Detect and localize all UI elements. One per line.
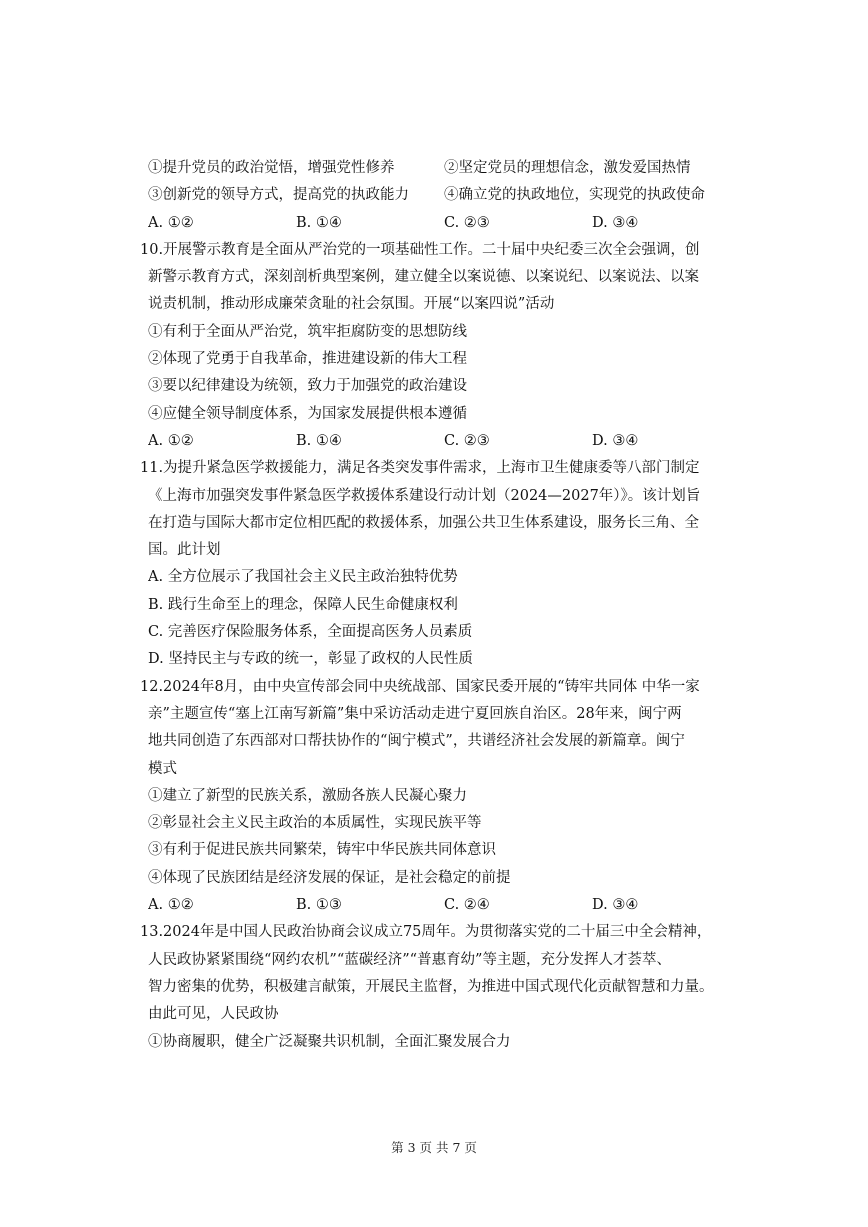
q11-stem-line-3: 在打造与国际大都市定位相匹配的救援体系，加强公共卫生体系建设，服务长三角、全 bbox=[148, 514, 699, 531]
q9-items-row-2 bbox=[148, 182, 740, 209]
q10-item-4: ④应健全领导制度体系，为国家发展提供根本遵循 bbox=[148, 405, 467, 422]
q12-option-d: D. ③④ bbox=[592, 897, 639, 914]
q12-stem-line-4: 模式 bbox=[148, 760, 177, 777]
q11-stem-line-1: 11.为提升紧急医学救援能力，满足各类突发事件需求，上海市卫生健康委等八部门制定 bbox=[140, 460, 700, 477]
q12-item-3: ③有利于促进民族共同繁荣，铸牢中华民族共同体意识 bbox=[148, 842, 496, 859]
q10-item-1: ①有利于全面从严治党，筑牢拒腐防变的思想防线 bbox=[148, 323, 467, 340]
q11-choice-a: A. 全方位展示了我国社会主义民主政治独特优势 bbox=[148, 569, 458, 586]
q9-option-d: D. ③④ bbox=[592, 214, 639, 231]
q11-choice-d: D. 坚持民主与专政的统一，彰显了政权的人民性质 bbox=[148, 651, 473, 668]
exam-page-content bbox=[140, 155, 740, 1056]
q9-option-a: A. ①② bbox=[148, 214, 194, 231]
q10-option-b: B. ①④ bbox=[296, 432, 342, 449]
q11-choice-c: C. 完善医疗保险服务体系，全面提高医务人员素质 bbox=[148, 624, 473, 641]
q12-options bbox=[148, 892, 740, 919]
q12-stem-line-1: 12.2024年8月，由中央宣传部会同中央统战部、国家民委开展的“铸牢共同体 中华一家 bbox=[140, 678, 700, 695]
q10-options bbox=[148, 428, 740, 455]
q9-item-4: ④确立党的执政地位，实现党的执政使命 bbox=[444, 187, 705, 204]
q9-item-2: ②坚定党员的理想信念，激发爱国热情 bbox=[444, 160, 691, 176]
q9-options bbox=[148, 210, 740, 237]
q10-stem-line-1: 10.开展警示教育是全面从严治党的一项基础性工作。二十届中央纪委三次全会强调，创 bbox=[140, 241, 700, 258]
q10-item-2: ②体现了党勇于自我革命，推进建设新的伟大工程 bbox=[148, 351, 467, 368]
q12-item-4: ④体现了民族团结是经济发展的保证，是社会稳定的前提 bbox=[148, 869, 511, 886]
q9-option-b: B. ①④ bbox=[296, 214, 342, 231]
q10-item-3: ③要以纪律建设为统领，致力于加强党的政治建设 bbox=[148, 378, 467, 395]
q9-item-1: ①提升党员的政治觉悟，增强党性修养 bbox=[148, 160, 395, 176]
q10-stem-line-2: 新警示教育方式，深刻剖析典型案例，建立健全以案说德、以案说纪、以案说法、以案 bbox=[148, 269, 699, 286]
q11-stem-line-2: 《上海市加强突发事件紧急医学救援体系建设行动计划（2024—2027年）》。该计划旨 bbox=[148, 487, 701, 504]
q12-stem-line-3: 地共同创造了东西部对口帮扶协作的“闽宁模式”，共谱经济社会发展的新篇章。闽宁 bbox=[148, 733, 685, 750]
q13-stem-line-2: 人民政协紧紧围绕“网约农机”“蓝碳经济”“普惠育幼”等主题，充分发挥人才荟萃、 bbox=[148, 951, 671, 968]
q10-stem-line-3: 说责机制，推动形成廉荣贪耻的社会氛围。开展“以案四说”活动 bbox=[148, 296, 555, 313]
q13-stem-line-4: 由此可见，人民政协 bbox=[148, 1006, 279, 1023]
q12-stem-line-2: 亲”主题宣传“塞上江南写新篇”集中采访活动走进宁夏回族自治区。28年来，闽宁两 bbox=[148, 705, 682, 722]
q13-item-1: ①协商履职，健全广泛凝聚共识机制，全面汇聚发展合力 bbox=[148, 1033, 511, 1050]
q12-option-b: B. ①③ bbox=[296, 897, 342, 914]
q11-stem-line-4: 国。此计划 bbox=[148, 542, 221, 559]
q10-option-a: A. ①② bbox=[148, 432, 194, 449]
q11-choice-b: B. 践行生命至上的理念，保障人民生命健康权利 bbox=[148, 596, 458, 613]
q9-items-row-1 bbox=[148, 155, 740, 182]
q9-item-3: ③创新党的领导方式，提高党的执政能力 bbox=[148, 187, 409, 204]
q13-stem-line-1: 13.2024年是中国人民政治协商会议成立75周年。为贯彻落实党的二十届三中全会精神， bbox=[140, 924, 712, 941]
q12-option-c: C. ②④ bbox=[444, 897, 490, 914]
q13-stem-line-3: 智力密集的优势，积极建言献策，开展民主监督，为推进中国式现代化贡献智慧和力量。 bbox=[148, 978, 714, 995]
page-footer: 第 3 页 共 7 页 bbox=[391, 1140, 477, 1155]
q12-item-2: ②彰显社会主义民主政治的本质属性，实现民族平等 bbox=[148, 815, 482, 832]
q10-option-d: D. ③④ bbox=[592, 432, 639, 449]
q10-option-c: C. ②③ bbox=[444, 432, 490, 449]
q9-option-c: C. ②③ bbox=[444, 214, 490, 231]
q12-item-1: ①建立了新型的民族关系，激励各族人民凝心聚力 bbox=[148, 787, 467, 804]
q12-option-a: A. ①② bbox=[148, 897, 194, 914]
